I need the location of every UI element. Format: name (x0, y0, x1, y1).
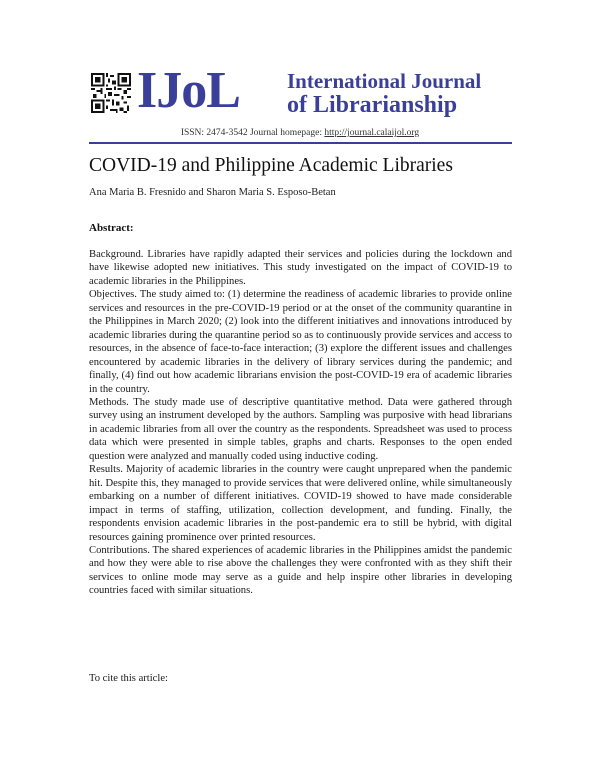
issn-line (0, 128, 600, 138)
article-title: COVID-19 and Philippine Academic Libraries (89, 155, 453, 176)
journal-name-line1: International Journal (287, 69, 482, 93)
header-divider (89, 142, 512, 144)
journal-homepage-link[interactable]: http://journal.calaijol.org (324, 128, 420, 138)
issn-text: ISSN: 2474-3542 Journal homepage: (180, 128, 322, 138)
abstract-body (89, 248, 512, 598)
abstract-objectives: Objectives. The study aimed to: (1) determine the readiness of academic libraries to provide online services and resources in the pre-COVID-19 period or at the onset of the community quarantine in the Philippines in March 2020; (2) look into the different initiatives and innovations introduced by academic libraries during the quarantine period so as to continuously provide services and access to resources, in the absence of face-to-face interaction; (3) explore the different issues and challenges encountered by academic libraries in the delivery of library services during the pandemic; and finally, (4) find out how academic librarians envision the post-COVID-19 era of academic libraries in the country. (89, 289, 512, 395)
cite-label: To cite this article: (89, 673, 168, 684)
article-authors: Ana Maria B. Fresnido and Sharon Maria S. Esposo-Betan (89, 187, 336, 198)
journal-name-line2: of Librarianship (287, 92, 458, 118)
abstract-results: Results. Majority of academic libraries in the country were caught unprepared when the pandemic hit. Despite this, they managed to provide services that were delivered online, while simultaneously embarking on a number of different initiatives. COVID-19 showed to have made considerable impact in terms of staffing, utilization, collection development, and funding. Finally, the respondents envision academic libraries in the post-pandemic era to still be hybrid, with digital resources gaining prominence over printed resources. (89, 464, 512, 543)
abstract-contributions: Contributions. The shared experiences of academic libraries in the Philippines amidst the pandemic and how they were able to rise above the challenges they were confronted with as they shift their services to online mode may serve as a guide and help inspire other libraries in developing countries faced with similar situations. (89, 544, 512, 597)
abstract-background: Background. Libraries have rapidly adapted their services and policies during the lockdown and have likewise adopted new initiatives. This study investigated on the impact of COVID-19 to academic libraries in the Philippines. (89, 249, 512, 287)
journal-logo: IJoL (137, 62, 240, 119)
abstract-heading: Abstract: (89, 222, 134, 234)
abstract-methods: Methods. The study made use of descriptive quantitative method. Data were gathered through survey using an instrument developed by the authors. Sampling was purposive with head librarians in academic libraries from all over the country as the respondents. Spreadsheet was used to process data which were presented in simple tables, graphs and charts. Responses to the open ended question were analyzed and manually coded using inductive coding. (89, 396, 512, 462)
journal-name (287, 71, 481, 117)
qr-code-icon (91, 73, 131, 113)
journal-masthead (91, 62, 511, 119)
